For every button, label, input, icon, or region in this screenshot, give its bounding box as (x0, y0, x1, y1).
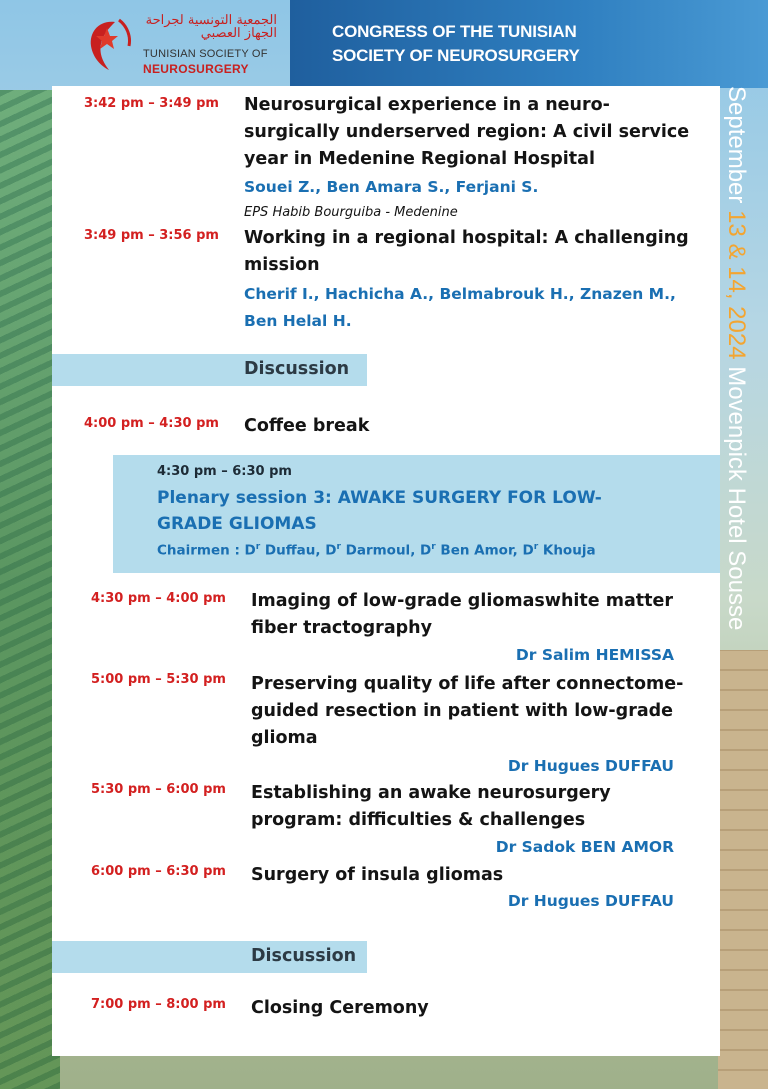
logo-arabic-text: الجمعية التونسية لجراحة الجهاز العصبي (145, 13, 277, 41)
discussion-label: Discussion (244, 359, 350, 379)
coffee-time: 4:00 pm – 4:30 pm (84, 416, 219, 431)
logo-english-line2: NEUROSURGERY (143, 62, 249, 76)
talk-title: Surgery of insula gliomas (251, 865, 504, 885)
plenary-session-box (113, 455, 720, 573)
talk-speaker: Dr Sadok BEN AMOR (495, 838, 674, 856)
closing-time: 7:00 pm – 8:00 pm (91, 997, 226, 1012)
plenary-time: 4:30 pm – 6:30 pm (157, 464, 292, 479)
talk-speaker: Dr Hugues DUFFAU (507, 892, 674, 910)
plenary-title: Plenary session 3: AWAKE SURGERY FOR LOW- GRADE GLIOMAS (157, 488, 602, 534)
session-authors: Souei Z., Ben Amara S., Ferjani S. (244, 178, 539, 196)
talk-speaker: Dr Hugues DUFFAU (507, 757, 674, 775)
palm-tree-background (0, 90, 60, 1089)
session-title: Neurosurgical experience in a neuro- surgically underserved region: A civil service year in Medenine Regional Hospital (244, 95, 690, 169)
closing-ceremony-title: Closing Ceremony (251, 998, 429, 1018)
session-authors: Cherif I., Hachicha A., Belmabrouk H., Znazen M., Ben Helal H. (244, 285, 676, 330)
venue-name: Movenpick Hotel Sousse (723, 366, 750, 631)
society-logo (85, 14, 275, 80)
discussion-label: Discussion (251, 946, 357, 966)
date-month: September (723, 86, 750, 204)
talk-speaker: Dr Salim HEMISSA (515, 646, 674, 664)
talk-time: 5:30 pm – 6:00 pm (91, 782, 226, 797)
logo-english-line1: TUNISIAN SOCIETY OF (143, 48, 268, 60)
discussion-bar (52, 354, 367, 386)
session-affiliation: EPS Habib Bourguiba - Medenine (244, 205, 458, 220)
date-days: 13 & 14, 2024 (723, 210, 750, 360)
building-background (718, 650, 768, 1089)
talk-time: 5:00 pm – 5:30 pm (91, 672, 226, 687)
date-venue-vertical (720, 86, 756, 646)
talk-title: Establishing an awake neurosurgery program: difficulties & challenges (251, 783, 611, 830)
session-title: Working in a regional hospital: A challenging mission (244, 228, 689, 275)
coffee-break-title: Coffee break (244, 416, 370, 436)
brain-star-logo-icon (85, 16, 135, 72)
talk-title: Imaging of low-grade gliomaswhite matter fiber tractography (251, 591, 674, 638)
session-time: 3:42 pm – 3:49 pm (84, 96, 219, 111)
talk-time: 4:30 pm – 4:00 pm (91, 591, 226, 606)
discussion-bar (52, 941, 367, 973)
session-time: 3:49 pm – 3:56 pm (84, 228, 219, 243)
talk-title: Preserving quality of life after connectome- guided resection in patient with low-grade glioma (251, 674, 684, 748)
talk-time: 6:00 pm – 6:30 pm (91, 864, 226, 879)
congress-title: CONGRESS OF THE TUNISIAN SOCIETY OF NEUROSURGERY (332, 22, 580, 65)
plenary-chairmen: Chairmen : $D^r$ Duffau, $D^r$ Darmoul, $D^r$ Ben Amor, $D^r$ Khouja (157, 542, 596, 559)
